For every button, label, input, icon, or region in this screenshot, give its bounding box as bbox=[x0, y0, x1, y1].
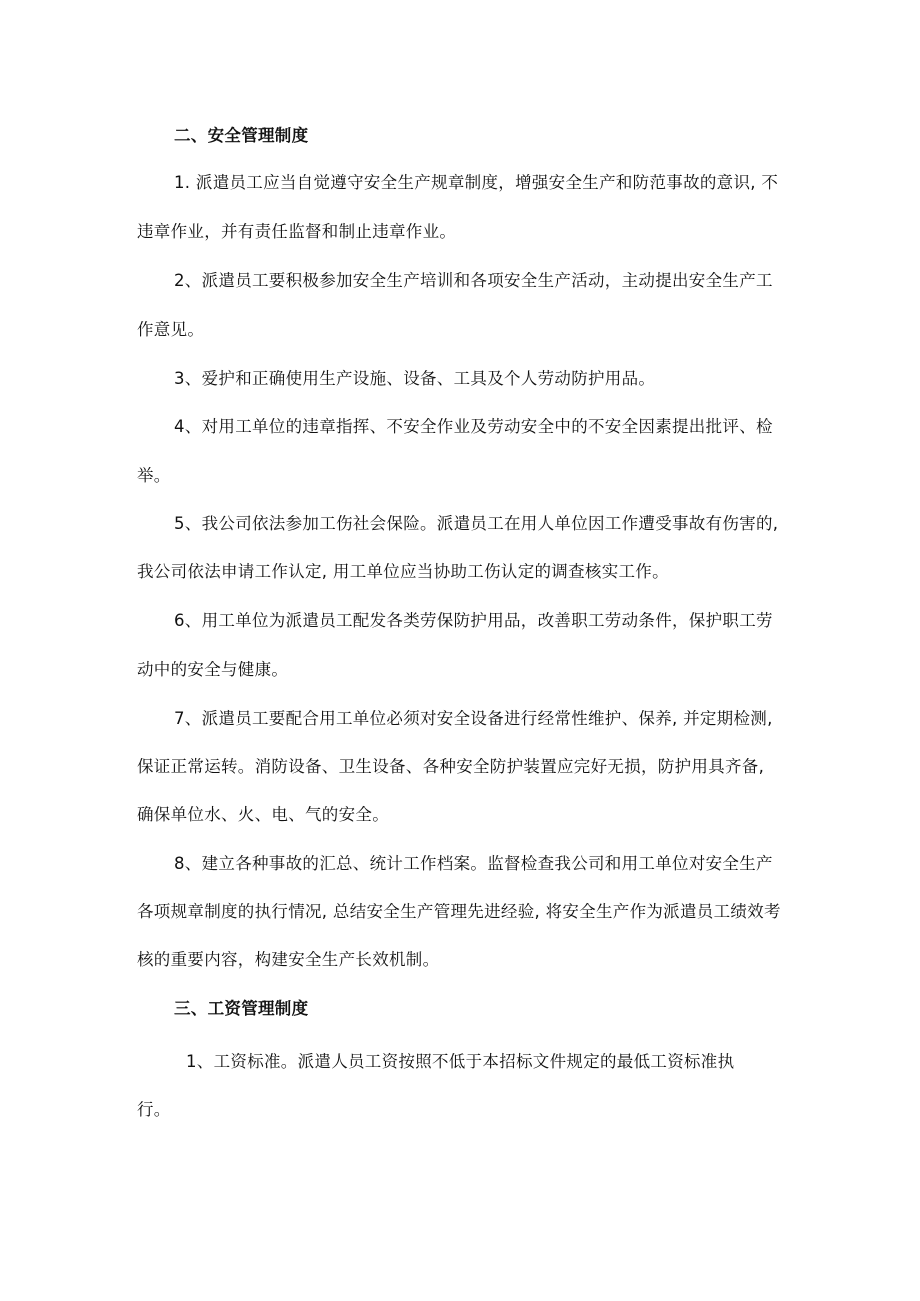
paragraph-line: 6、用工单位为派遣员工配发各类劳保防护用品，改善职工劳动条件，保护职工劳 bbox=[174, 611, 773, 630]
paragraph-line: 行。 bbox=[137, 1100, 171, 1119]
paragraph-line: 动中的安全与健康。 bbox=[137, 660, 289, 679]
paragraph-line: 2、派遣员工要积极参加安全生产培训和各项安全生产活动，主动提出安全生产工 bbox=[174, 271, 773, 290]
paragraph-line: 5、我公司依法参加工伤社会保险。派遣员工在用人单位因工作遭受事故有伤害的, bbox=[174, 514, 779, 533]
paragraph-line: 确保单位水、火、电、气的安全。 bbox=[137, 805, 389, 824]
paragraph-line: 我公司依法申请工作认定, 用工单位应当协助工伤认定的调查核实工作。 bbox=[137, 562, 669, 581]
section-heading-safety: 二、安全管理制度 bbox=[174, 126, 309, 145]
paragraph-line: 4、对用工单位的违章指挥、不安全作业及劳动安全中的不安全因素提出批评、检 bbox=[174, 417, 773, 436]
paragraph-line: 作意见。 bbox=[137, 320, 205, 339]
paragraph-line: 1、工资标准。派遣人员工资按照不低于本招标文件规定的最低工资标准执 bbox=[186, 1052, 735, 1071]
paragraph-line: 违章作业，并有责任监督和制止违章作业。 bbox=[137, 222, 457, 241]
paragraph-line: 3、爱护和正确使用生产设施、设备、工具及个人劳动防护用品。 bbox=[174, 369, 656, 388]
paragraph-line: 举。 bbox=[137, 466, 171, 485]
paragraph-line: 保证正常运转。消防设备、卫生设备、各种安全防护装置应完好无损，防护用具齐备, bbox=[137, 757, 765, 776]
paragraph-line: 8、建立各种事故的汇总、统计工作档案。监督检查我公司和用工单位对安全生产 bbox=[174, 854, 773, 873]
paragraph-line: 核的重要内容，构建安全生产长效机制。 bbox=[137, 950, 440, 969]
paragraph-line: 各项规章制度的执行情况, 总结安全生产管理先进经验, 将安全生产作为派遣员工绩效考 bbox=[137, 902, 781, 921]
paragraph-line: 1. 派遣员工应当自觉遵守安全生产规章制度，增强安全生产和防范事故的意识, 不 bbox=[174, 173, 779, 192]
paragraph-line: 7、派遣员工要配合用工单位必须对安全设备进行经常性维护、保养, 并定期检测, bbox=[174, 709, 773, 728]
section-heading-wages: 三、工资管理制度 bbox=[174, 999, 309, 1018]
